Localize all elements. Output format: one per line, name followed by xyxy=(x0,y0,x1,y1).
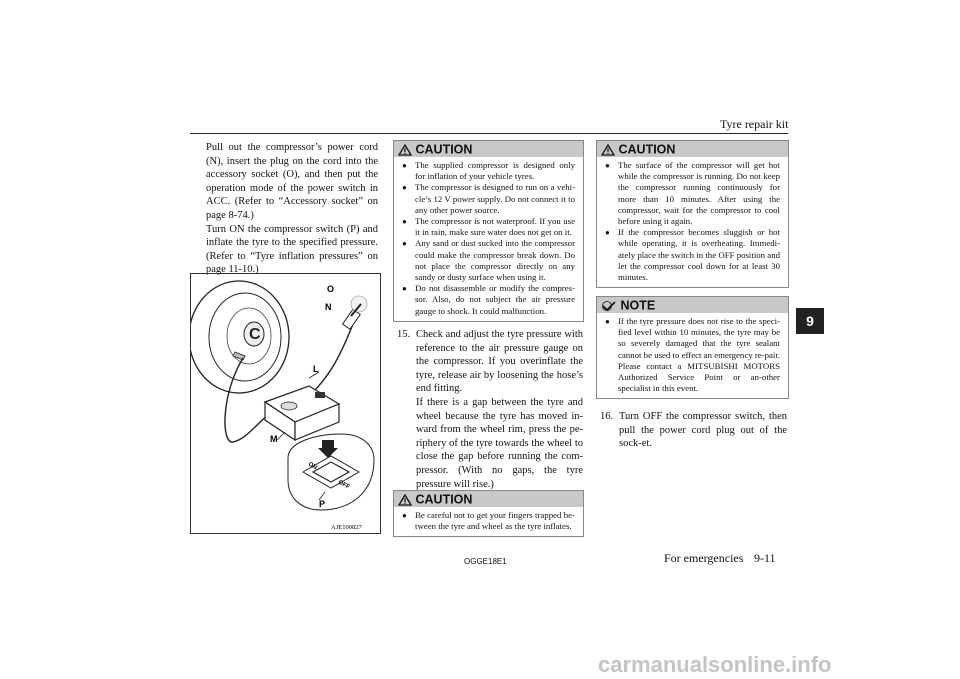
bullet-icon: ● xyxy=(605,161,610,170)
label-m: M xyxy=(270,434,278,444)
caution-box-heat xyxy=(596,140,789,288)
step-number: 15. xyxy=(397,329,411,340)
caution-title: CAUTION xyxy=(415,492,473,507)
label-n: N xyxy=(325,302,332,312)
label-on: ON xyxy=(307,461,318,472)
instruction-paragraph-2: Turn ON the compressor switch (P) and inflate the tyre to the specified pressure. (Refer to “Tyre inflation pressures” on page 11-10.) xyxy=(206,223,378,276)
list-item: ● The surface of the compressor will get hot while the compressor is running. Do not keep the compressor running continuously for more than 10 minutes. After using the compressor, wait for the compressor to cool before using it again. xyxy=(605,160,780,227)
section-tab: 9 xyxy=(796,308,824,334)
left-text xyxy=(206,141,378,277)
list-item: ● Be careful not to get your fingers trapped be-tween the tyre and wheel as the tyre inflates. xyxy=(402,510,575,532)
caution-box-main xyxy=(393,140,584,322)
bullet-icon: ● xyxy=(605,317,610,326)
warning-triangle-icon xyxy=(398,144,412,156)
caution-header xyxy=(394,491,583,507)
page-number: 9-11 xyxy=(754,551,776,565)
label-off: OFF xyxy=(337,479,351,491)
warning-triangle-icon xyxy=(601,144,615,156)
list-item: ● The supplied compressor is designed only for inflation of your vehicle tyres. xyxy=(402,160,575,182)
note-box xyxy=(596,296,789,399)
list-item: ● Do not disassemble or modify the compres-sor. Also, do not subject the air pressure gauge to shock. It could malfunction. xyxy=(402,283,575,316)
note-checkmark-icon xyxy=(601,300,617,312)
instruction-paragraph-1: Pull out the compressor’s power cord (N), insert the plug on the cord into the accessory socket (O), and then put the operation mode of the power switch in ACC. (Refer to “Accessory socket” on page 8-74.) xyxy=(206,142,378,221)
bullet-icon: ● xyxy=(402,511,407,520)
document-code: OGGE18E1 xyxy=(464,557,507,566)
watermark: carmanualsonline.info xyxy=(598,652,832,677)
bullet-icon: ● xyxy=(402,183,407,193)
caution-title: CAUTION xyxy=(618,142,676,157)
caution-list xyxy=(597,157,788,287)
label-p: P xyxy=(319,499,326,509)
label-o: O xyxy=(327,284,335,294)
figure-code: AJE100827 xyxy=(331,524,362,531)
bullet-icon: ● xyxy=(402,239,407,249)
tyre-drawing xyxy=(191,281,289,393)
bullet-icon: ● xyxy=(402,284,407,294)
list-item: ● The compressor is designed to run on a vehi-cle’s 12 V power supply. Do not connect it to any other power source. xyxy=(402,182,575,215)
note-list xyxy=(597,313,788,398)
list-item: ● If the compressor becomes sluggish or hot while operating, it is overheating. Immedi-ately place the switch in the OFF position and let the compressor cool down for at least 30 minutes. xyxy=(605,227,780,283)
compressor-unit xyxy=(265,386,339,440)
switch-inset xyxy=(288,434,374,510)
note-header xyxy=(597,297,788,313)
bullet-icon: ● xyxy=(605,228,610,238)
compressor-illustration xyxy=(191,274,380,533)
warning-triangle-icon xyxy=(398,494,412,506)
step-number: 16. xyxy=(600,411,614,422)
caution-title: CAUTION xyxy=(415,142,473,157)
bullet-icon: ● xyxy=(402,217,407,227)
step-text: Turn OFF the compressor switch, then pull the power cord plug out of the sock-et. xyxy=(619,411,787,450)
caution-list xyxy=(394,507,583,536)
caution-box-fingers xyxy=(393,490,584,537)
compressor-figure xyxy=(190,273,381,534)
page-header-title: Tyre repair kit xyxy=(720,117,789,131)
step-16 xyxy=(600,410,787,451)
caution-list xyxy=(394,157,583,321)
label-l: L xyxy=(313,364,319,374)
svg-text:C: C xyxy=(249,326,261,343)
header-rule xyxy=(190,133,788,134)
caution-header xyxy=(394,141,583,157)
step-text-continued: If there is a gap between the tyre and wheel because the tyre has moved in-ward from the wheel rim, press the pe-riphery of the tyre towards the wheel to close the gap before running the com-pressor. (With no gaps, the tyre pressure will rise.) xyxy=(416,396,583,490)
list-item: ● The compressor is not waterproof. If you use it in rain, make sure water does not get on it. xyxy=(402,216,575,238)
caution-header xyxy=(597,141,788,157)
note-title: NOTE xyxy=(620,298,656,313)
step-text: Check and adjust the tyre pressure with reference to the air pressure gauge on the compressor. If you overinflate the tyre, release air by loosening the hose’s end fitting. xyxy=(416,329,583,395)
bullet-icon: ● xyxy=(402,161,407,170)
step-15 xyxy=(397,328,583,491)
list-item: ● Any sand or dust sucked into the compressor could make the compressor break down. Do not place the compressor directly on any sandy or dusty surface when using it. xyxy=(402,238,575,283)
footer-section: For emergencies xyxy=(664,551,744,565)
list-item: ● If the tyre pressure does not rise to the speci-fied level within 10 minutes, the tyre may be so severely damaged that the tyre sealant cannot be used to effect an emergency re-pair. Please contact a MITSUBISHI MOTORS Authorized Service Point or an-other specialist in this event. xyxy=(605,316,780,394)
